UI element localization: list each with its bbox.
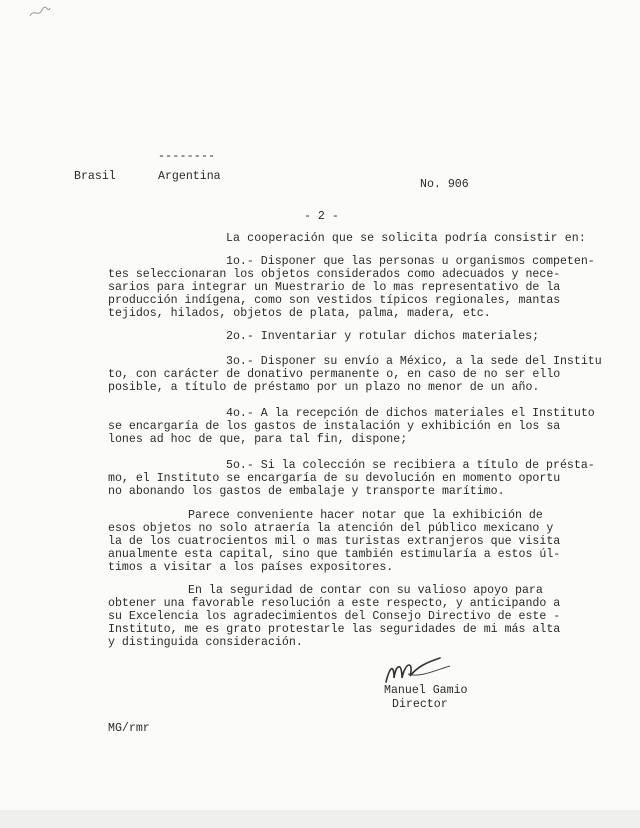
paragraph-line: En la seguridad de contar con su valioso apoyo para bbox=[188, 584, 543, 597]
paragraph-line: anualmente esta capital, sino que también estimularía a estos úl- bbox=[108, 548, 561, 561]
item-line: 5o.- Si la colección se recibiera a título de présta- bbox=[226, 459, 595, 472]
paragraph-1 bbox=[108, 509, 628, 574]
item-line: lones ad hoc de que, para tal fin, dispone; bbox=[108, 433, 408, 446]
item-line: to, con carácter de donativo permanente o, en caso de no ser ello bbox=[108, 368, 561, 381]
paragraph-line: su Excelencia los agradecimientos del Consejo Directivo de este - bbox=[108, 610, 561, 623]
signatory-name: Manuel Gamio bbox=[384, 684, 468, 697]
paragraph-line: Parece conveniente hacer notar que la exhibición de bbox=[188, 509, 543, 522]
intro-line: La cooperación que se solicita podría consistir en: bbox=[226, 232, 586, 245]
country-argentina: Argentina bbox=[158, 170, 221, 183]
header-dashes: -------- bbox=[158, 150, 216, 163]
item-line: tes seleccionaran los objetos considerados como adecuados y nece- bbox=[108, 268, 561, 281]
scan-bottom-edge bbox=[0, 810, 640, 828]
item-line: 3o.- Disponer su envío a México, a la sede del Institu bbox=[226, 355, 602, 368]
signature-block bbox=[384, 684, 468, 712]
item-line: posible, a título de préstamo por un plazo no menor de un año. bbox=[108, 381, 540, 394]
paragraph-2 bbox=[108, 584, 628, 649]
document-number: No. 906 bbox=[420, 178, 469, 191]
item-line: sarios para integrar un Muestrario de lo mas representativo de la bbox=[108, 281, 561, 294]
paragraph-line: Instituto, me es grato protestarle las seguridades de mi más alta bbox=[108, 623, 561, 636]
country-brasil: Brasil bbox=[74, 170, 116, 183]
pencil-mark-icon bbox=[26, 4, 54, 22]
item-3 bbox=[108, 355, 628, 394]
paragraph-line: esos objetos no solo atraería la atención del público mexicano y bbox=[108, 522, 554, 535]
item-line: 1o.- Disponer que las personas u organismos competen- bbox=[226, 255, 595, 268]
item-2 bbox=[108, 330, 628, 343]
item-1 bbox=[108, 255, 628, 320]
signatory-title: Director bbox=[392, 698, 448, 711]
paragraph-line: obtener una favorable resolución a este respecto, y anticipando a bbox=[108, 597, 561, 610]
item-4 bbox=[108, 407, 628, 446]
item-line: mo, el Instituto se encargaría de su devolución en momento oportu bbox=[108, 472, 561, 485]
paragraph-line: y distinguida consideración. bbox=[108, 636, 303, 649]
paragraph-line: la de los cuatrocientos mil o mas turistas extranjeros que visita bbox=[108, 535, 561, 548]
paragraph-line: timos a visitar a los países expositores. bbox=[108, 561, 394, 574]
page-marker: - 2 - bbox=[304, 210, 339, 223]
reference-initials: MG/rmr bbox=[108, 722, 150, 735]
item-line: tejidos, hilados, objetos de plata, palma, madera, etc. bbox=[108, 307, 491, 320]
item-line: producción indígena, como son vestidos típicos regionales, mantas bbox=[108, 294, 561, 307]
item-line: no abonando los gastos de embalaje y transporte marítimo. bbox=[108, 485, 505, 498]
item-line: 2o.- Inventariar y rotular dichos materiales; bbox=[226, 330, 540, 343]
item-line: 4o.- A la recepción de dichos materiales el Instituto bbox=[226, 407, 595, 420]
item-5 bbox=[108, 459, 628, 498]
item-line: se encargaría de los gastos de instalación y exhibición en los sa bbox=[108, 420, 561, 433]
